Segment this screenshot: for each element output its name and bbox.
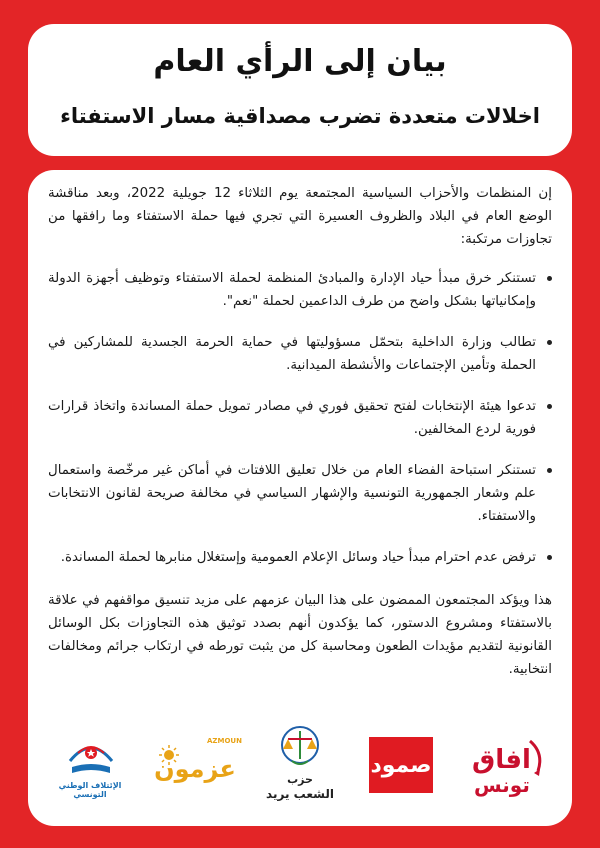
list-item: تطالب وزارة الداخلية بتحمّل مسؤوليتها في حماية الحرمة الجسدية للمشاركين في الحملة وتأمين الإجتماعات والأنشطة الميدانية. <box>48 331 552 377</box>
bullet-icon <box>547 555 552 560</box>
list-item: تدعوا هيئة الإنتخابات لفتح تحقيق فوري في مصادر تمويل حملة المساندة واتخاذ قرارات فورية لردع المخالفين. <box>48 395 552 441</box>
statement-card <box>28 170 572 826</box>
statement-content <box>48 182 552 681</box>
afaq-tounes-logo: افاق تونس <box>468 723 552 807</box>
page-title: بيان إلى الرأي العام <box>153 44 447 79</box>
header-card <box>28 24 572 156</box>
bullet-icon <box>547 404 552 409</box>
rassemblement-national-logo: الإئتلاف الوطني التونسي <box>48 723 132 807</box>
list-item: ترفض عدم احترام مبدأ حياد وسائل الإعلام العمومية وإستغلال منابرها لحملة المساندة. <box>48 546 552 569</box>
chaab-yourid-logo: حزب الشعب يريد <box>258 723 342 807</box>
page-subtitle: اخلالات متعددة تضرب مصداقية مسار الاستفتاء <box>60 104 540 128</box>
list-item: تستنكر خرق مبدأ حياد الإدارة والمبادئ المنظمة لحملة الاستفتاء وتوظيف أجهزة الدولة وإمكانياتها بشكل واضح من طرف الداعمين لحملة "نعم". <box>48 267 552 313</box>
signatories-logos <box>48 720 552 810</box>
scales-emblem-icon <box>278 723 322 771</box>
demands-list <box>48 267 552 569</box>
intro-paragraph: إن المنظمات والأحزاب السياسية المجتمعة يوم الثلاثاء 12 جويلية 2022، وبعد مناقشة الوضع العام في البلاد والظروف العسيرة التي تجري فيها حملة الاستفتاء وما رافقها من تجاوزات مرتكبة: <box>48 186 552 247</box>
closing-paragraph: هذا ويؤكد المجتمعون الممضون على هذا البيان عزمهم على مزيد تنسيق مواقفهم في علاقة بالاستفتاء ومشروع الدستور، كما يؤكدون أنهم بصدد توثيق هذه التجاوزات بكل الوسائل القانونية لتقديم مؤيدات الطعون ومحاسبة كل من يثبت تورطه في ارتكاب جرائم ومخالفات انتخابية. <box>48 593 552 677</box>
bullet-icon <box>547 276 552 281</box>
list-item: تستنكر استباحة الفضاء العام من خلال تعليق اللافتات في أماكن غير مرخّصة واستعمال علم وشعار الجمهورية التونسية والإشهار السياسي في مخالفة صريحة لقانون الانتخابات والاستفتاء. <box>48 459 552 528</box>
soumoud-logo: صمود <box>363 723 447 807</box>
bullet-icon <box>547 340 552 345</box>
book-star-emblem-icon <box>64 731 118 781</box>
bullet-icon <box>547 468 552 473</box>
azmoun-logo: AZMOUN عزمون <box>154 737 242 783</box>
